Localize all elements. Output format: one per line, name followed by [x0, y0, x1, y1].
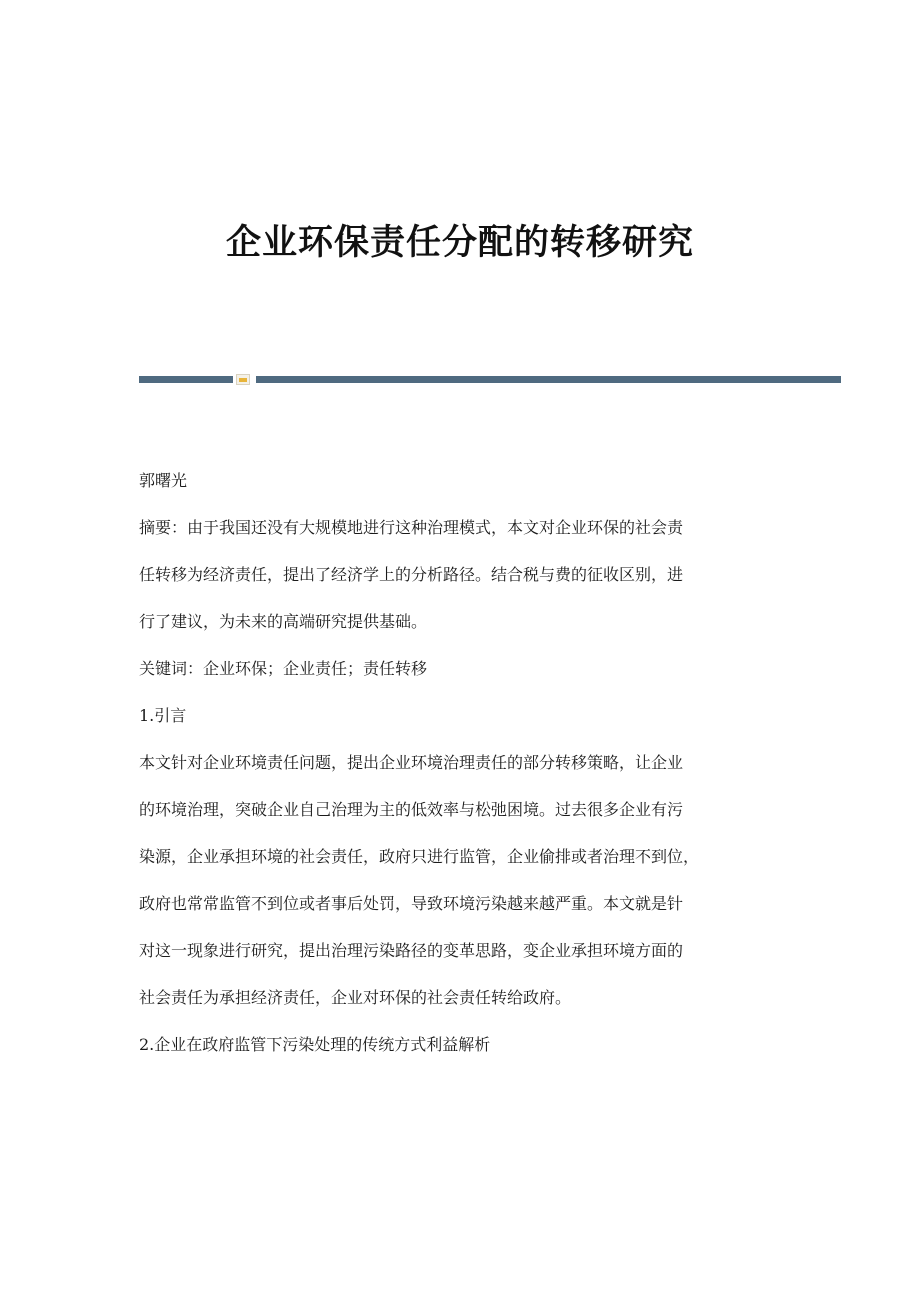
- divider-bar-left: [139, 376, 233, 383]
- abstract-line: 摘要：由于我国还没有大规模地进行这种治理模式，本文对企业环保的社会责: [139, 518, 684, 537]
- intro-line: 的环境治理，突破企业自己治理为主的低效率与松弛困境。过去很多企业有污: [139, 800, 684, 819]
- intro-line: 本文针对企业环境责任问题，提出企业环境治理责任的部分转移策略，让企业: [139, 753, 684, 772]
- document-title: 企业环保责任分配的转移研究: [225, 223, 694, 263]
- divider-bar-right: [256, 376, 841, 383]
- section-1-heading: 1.引言: [139, 706, 187, 725]
- keywords-line: 关键词：企业环保；企业责任；责任转移: [139, 659, 428, 678]
- abstract-line: 行了建议，为未来的高端研究提供基础。: [139, 612, 428, 631]
- introduction-paragraph: [139, 750, 779, 1011]
- abstract-paragraph: [139, 515, 779, 635]
- section-2-heading: 2.企业在政府监管下污染处理的传统方式利益解析: [139, 1035, 491, 1054]
- intro-line: 社会责任为承担经济责任，企业对环保的社会责任转给政府。: [139, 988, 572, 1007]
- intro-line: 政府也常常监管不到位或者事后处罚，导致环境污染越来越严重。本文就是针: [139, 894, 684, 913]
- intro-line: 染源，企业承担环境的社会责任，政府只进行监管，企业偷排或者治理不到位，: [139, 847, 700, 866]
- abstract-line: 任转移为经济责任，提出了经济学上的分析路径。结合税与费的征收区别，进: [139, 565, 684, 584]
- author-name: 郭曙光: [139, 471, 188, 490]
- title-divider: [139, 374, 841, 386]
- document-body: [139, 468, 779, 1058]
- divider-emblem-icon: [236, 374, 250, 385]
- intro-line: 对这一现象进行研究，提出治理污染路径的变革思路，变企业承担环境方面的: [139, 941, 684, 960]
